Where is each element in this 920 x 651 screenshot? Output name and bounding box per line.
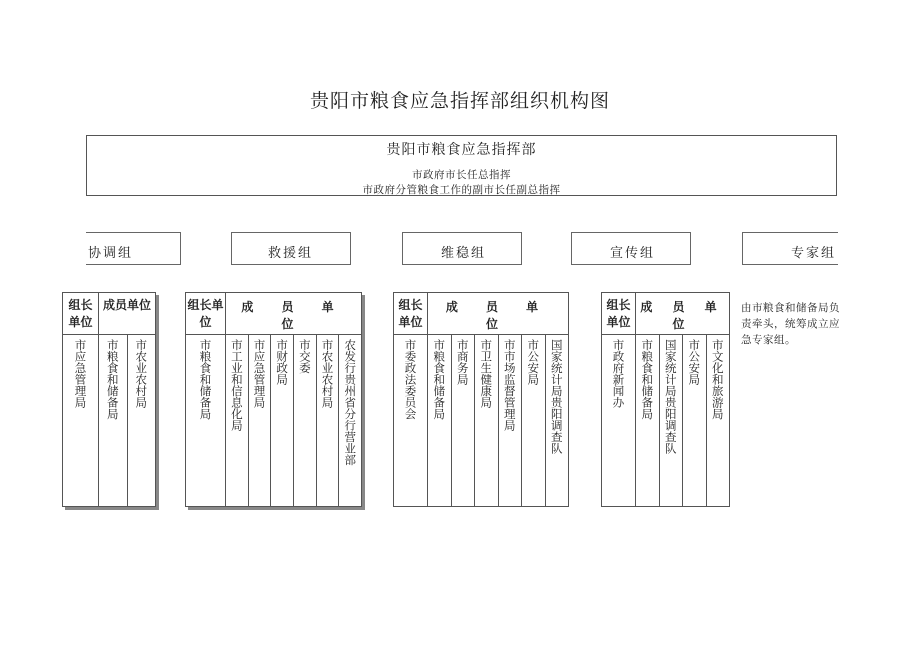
leader-header: 组长单位 bbox=[602, 293, 635, 335]
group-name: 协调组 bbox=[88, 246, 134, 261]
member-unit: 市商务局 bbox=[455, 339, 470, 385]
group-coordination-header bbox=[86, 232, 181, 265]
leader-unit: 市应急管理局 bbox=[73, 339, 88, 408]
member-unit: 市卫生健康局 bbox=[479, 339, 494, 408]
group-rescue-header bbox=[231, 232, 351, 265]
command-headquarters-box bbox=[86, 135, 837, 196]
leader-unit: 市粮食和储备局 bbox=[198, 339, 213, 420]
member-unit: 市公安局 bbox=[687, 339, 702, 385]
member-header: 成员单位 bbox=[99, 293, 155, 335]
member-unit: 市财政局 bbox=[275, 339, 290, 385]
member-unit: 市市场监督管理局 bbox=[502, 339, 517, 431]
member-unit: 国家统计局贵阳调查队 bbox=[549, 339, 564, 454]
member-unit: 市公安局 bbox=[526, 339, 541, 385]
member-unit: 市应急管理局 bbox=[252, 339, 267, 408]
group-publicity-table bbox=[601, 292, 730, 507]
hq-deputy-commander: 市政府分管粮食工作的副市长任副总指挥 bbox=[362, 184, 561, 196]
member-unit: 市农业农村局 bbox=[320, 339, 335, 408]
group-name: 维稳组 bbox=[441, 246, 487, 261]
leader-unit: 市政府新闻办 bbox=[611, 339, 626, 408]
leader-header: 组长单位 bbox=[63, 293, 98, 335]
member-unit: 市农业农村局 bbox=[134, 339, 149, 408]
page-title: 贵阳市粮食应急指挥部组织机构图 bbox=[309, 90, 610, 112]
group-name: 宣传组 bbox=[610, 246, 656, 261]
group-publicity-header bbox=[571, 232, 691, 265]
group-stability-header bbox=[402, 232, 522, 265]
group-expert-header bbox=[742, 232, 838, 265]
member-unit: 国家统计局贵阳调查队 bbox=[663, 339, 678, 454]
member-unit: 市工业和信息化局 bbox=[229, 339, 244, 431]
member-unit: 市文化和旅游局 bbox=[710, 339, 725, 420]
member-header: 成 员 单 位 bbox=[226, 293, 361, 335]
leader-header: 组长单位 bbox=[394, 293, 427, 335]
member-unit: 市交委 bbox=[297, 339, 312, 374]
leader-header: 组长单位 bbox=[186, 293, 225, 335]
member-unit: 市粮食和储备局 bbox=[105, 339, 120, 420]
member-unit: 农发行贵州省分行营业部 bbox=[343, 339, 358, 466]
member-unit: 市粮食和储备局 bbox=[640, 339, 655, 420]
group-coordination-table bbox=[62, 292, 156, 507]
member-unit: 市粮食和储备局 bbox=[432, 339, 447, 420]
group-name: 专家组 bbox=[790, 246, 836, 261]
member-header: 成 员 单 位 bbox=[636, 293, 729, 335]
hq-commander: 市政府市长任总指挥 bbox=[412, 169, 511, 181]
member-header: 成 员 单 位 bbox=[428, 293, 568, 335]
group-name: 救援组 bbox=[268, 246, 314, 261]
leader-unit: 市委政法委员会 bbox=[403, 339, 418, 420]
group-stability-table bbox=[393, 292, 569, 507]
group-rescue-table bbox=[185, 292, 362, 507]
expert-group-note: 由市粮食和储备局负责牵头，统筹成立应急专家组。 bbox=[741, 302, 840, 346]
hq-name: 贵阳市粮食应急指挥部 bbox=[386, 142, 537, 158]
